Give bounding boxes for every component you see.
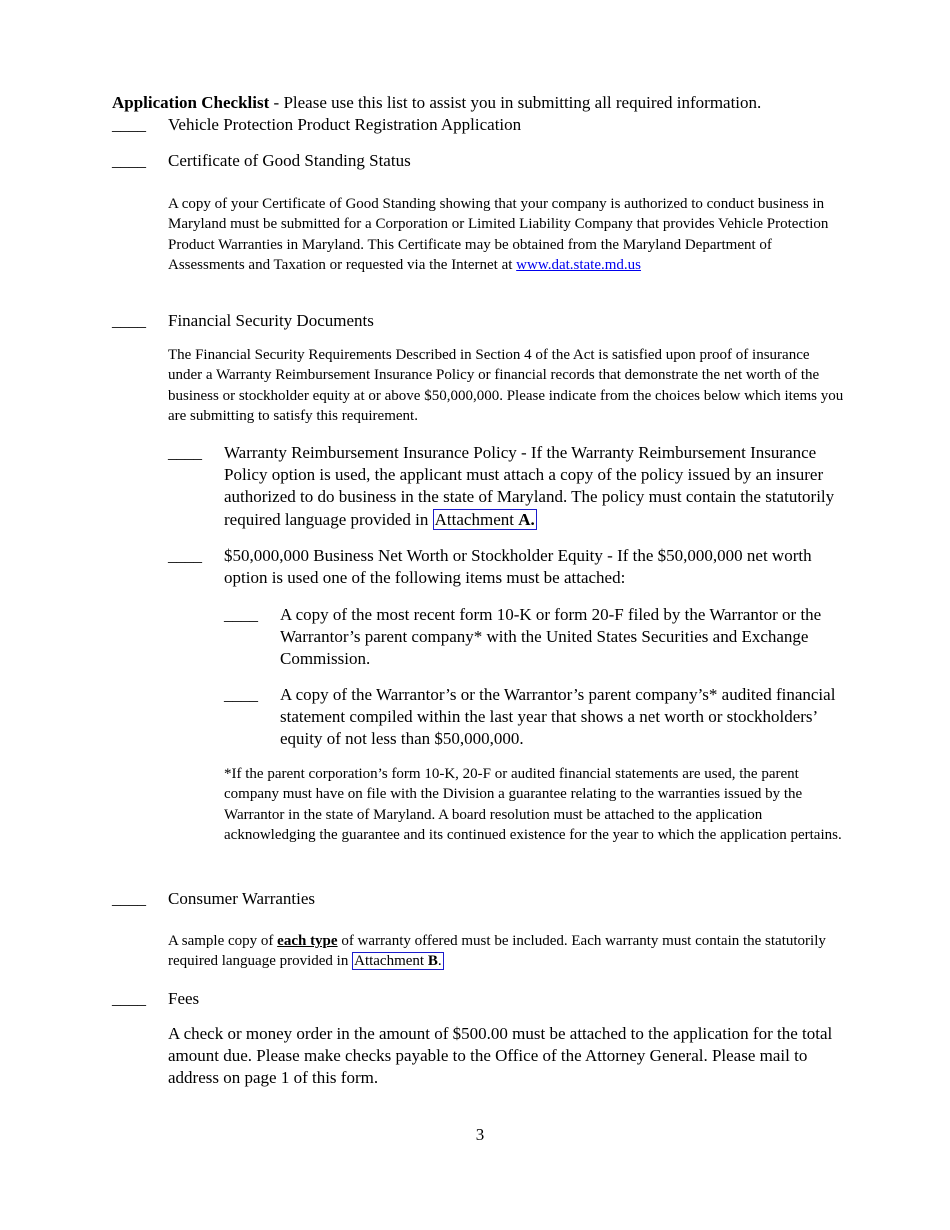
form-10k-option-text: A copy of the most recent form 10-K or form 20-F filed by the Warrantor or the Warrantor’s parent company* with the United States Securities and Exchange Commission.	[280, 605, 822, 669]
item-good-standing-label: Certificate of Good Standing Status	[168, 151, 411, 170]
item-financial-label: Financial Security Documents	[168, 311, 374, 330]
attachment-b-end: .	[437, 953, 442, 970]
checklist-blank-consumer[interactable]: ____	[112, 889, 146, 908]
attachment-a-link[interactable]	[433, 509, 537, 530]
page-title: Application Checklist	[112, 93, 270, 112]
attachment-b-word: Attachment	[354, 953, 428, 970]
checklist-blank-insurance[interactable]: ____	[168, 443, 202, 462]
item-fees-label: Fees	[168, 989, 200, 1008]
attachment-a-letter: A.	[518, 509, 535, 529]
checklist-blank-form-10k[interactable]: ____	[224, 605, 258, 624]
checklist-header	[112, 92, 872, 114]
fees-description: A check or money order in the amount of $500.00 must be attached to the application for the total amount due. Please make checks payable to the Office of the Attorney General. Please mail to address on page 1 of this form.	[168, 1024, 833, 1088]
checklist-blank-financial[interactable]: ____	[112, 311, 146, 330]
good-standing-text: A copy of your Certificate of Good Standing showing that your company is authorized to conduct business in Maryland must be submitted for a Corporation or Limited Liability Company that provides Vehicle Protection Product Warranties in Maryland. This Certificate may be obtained from the Maryland Department of Assessments and Taxation or requested via the Internet at	[168, 196, 829, 273]
page-number: 3	[475, 1125, 485, 1144]
financial-description: The Financial Security Requirements Described in Section 4 of the Act is satisfied upon proof of insurance under a Warranty Reimbursement Insurance Policy or financial records that demonstrate the net worth of the business or stockholder equity at or above $50,000,000. Please indicate from the choices below which items you are submitting to satisfy this requirement.	[168, 347, 844, 424]
dat-website-link[interactable]: www.dat.state.md.us	[516, 256, 642, 273]
checklist-blank-fees[interactable]: ____	[112, 989, 146, 1008]
checklist-blank-good-standing[interactable]: ____	[112, 151, 146, 170]
insurance-option-body: Warranty Reimbursement Insurance Policy - If the Warranty Reimbursement Insurance Policy option is used, the applicant must attach a copy of the policy issued by an insurer authorized to do business in the state of Maryland. The policy must contain the statutorily required language provided in	[224, 443, 835, 529]
checklist-blank-audited[interactable]: ____	[224, 685, 258, 704]
checklist-blank-net-worth[interactable]: ____	[168, 546, 202, 565]
consumer-desc-after: of warranty offered must be included. Each warranty must contain the statutorily required language provided in	[168, 933, 826, 970]
attachment-a-word: Attachment	[434, 509, 519, 529]
audited-option-text: A copy of the Warrantor’s or the Warrantor’s parent company’s* audited financial statement compiled within the last year that shows a net worth or stockholders’ equity of not less than $50,000,000.	[280, 685, 836, 749]
insurance-option-text	[224, 442, 846, 531]
attachment-b-link[interactable]	[352, 952, 444, 970]
parent-company-footnote: *If the parent corporation’s form 10-K, 20-F or audited financial statements are used, the parent company must have on file with the Division a guarantee relating to the warranties issued by the Warrantor in the state of Maryland. A board resolution must be attached to the application acknowledging the guarantee and its continued existence for the year to which the application pertains.	[224, 766, 842, 843]
item-registration-label: Vehicle Protection Product Registration Application	[168, 115, 522, 134]
good-standing-description	[168, 194, 844, 275]
checklist-blank-registration[interactable]: ____	[112, 115, 146, 134]
consumer-desc-emphasis: each type	[277, 933, 338, 949]
page-subtitle: - Please use this list to assist you in submitting all required information.	[269, 93, 762, 112]
net-worth-option-text: $50,000,000 Business Net Worth or Stockholder Equity - If the $50,000,000 net worth option is used one of the following items must be attached:	[224, 546, 812, 588]
item-consumer-label: Consumer Warranties	[168, 889, 316, 908]
attachment-b-letter: B	[427, 953, 438, 970]
consumer-desc-before: A sample copy of	[168, 933, 278, 949]
consumer-description	[168, 931, 844, 972]
